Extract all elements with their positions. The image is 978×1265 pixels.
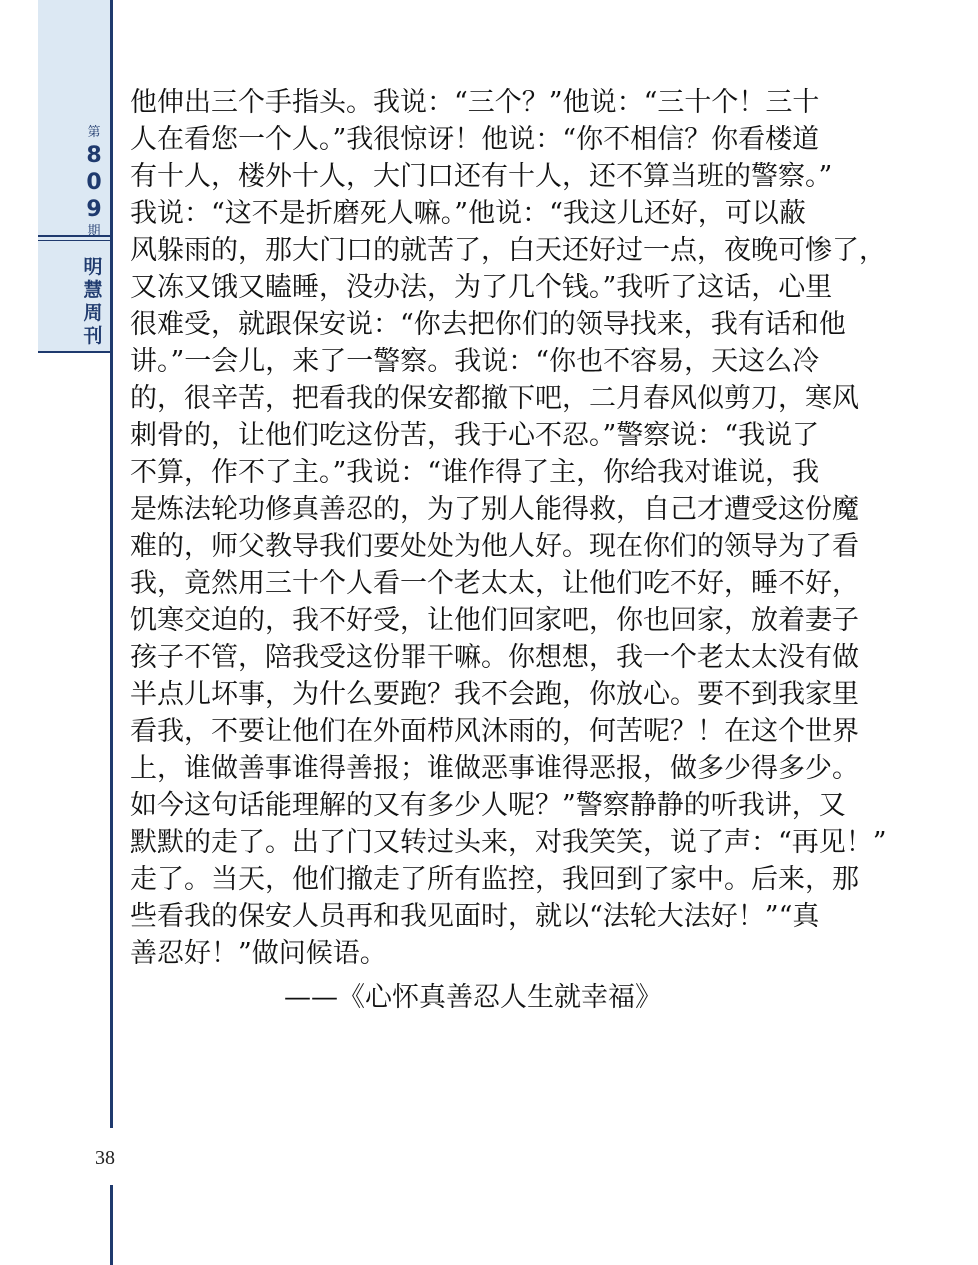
text-line: 善忍好！”做问候语。 [130, 938, 387, 969]
text-line: 人在看您一个人。”我很惊讶！他说：“你不相信？你看楼道 [130, 124, 820, 155]
text-line: 很难受，就跟保安说：“你去把你们的领导找来，我有话和他 [130, 309, 846, 340]
issue-number [80, 124, 108, 241]
text-line: 我，竟然用三十个人看一个老太太，让他们吃不好，睡不好， [130, 568, 859, 599]
text-line: 有十人，楼外十人，大门口还有十人，还不算当班的警察。” [130, 161, 833, 192]
magazine-char: 慧 [83, 279, 103, 301]
article-body [130, 84, 887, 972]
issue-digit: 8 [86, 143, 102, 168]
magazine-char: 周 [83, 302, 103, 324]
article-source: ——《心怀真善忍人生就幸福》 [284, 982, 662, 1013]
magazine-char: 明 [83, 256, 103, 278]
magazine-char: 刊 [83, 325, 103, 347]
text-line: 不算，作不了主。”我说：“谁作得了主，你给我对谁说，我 [130, 457, 820, 488]
text-line: 看我，不要让他们在外面栉风沐雨的，何苦呢？！在这个世界 [130, 716, 859, 747]
text-line: 是炼法轮功修真善忍的，为了别人能得救，自己才遭受这份魔 [130, 494, 859, 525]
text-line: 饥寒交迫的，我不好受，让他们回家吧，你也回家，放着妻子 [130, 605, 859, 636]
text-line: 我说：“这不是折磨死人嘛。”他说：“我这儿还好，可以蔽 [130, 198, 806, 229]
issue-digit: 9 [86, 197, 102, 222]
text-line: 走了。当天，他们撤走了所有监控，我回到了家中。后来，那 [130, 864, 859, 895]
text-line: 孩子不管，陪我受这份罪干嘛。你想想，我一个老太太没有做 [130, 642, 859, 673]
issue-suffix: 期 [87, 224, 101, 239]
text-line: 默默的走了。出了门又转过头来，对我笑笑，说了声：“再见！” [130, 827, 887, 858]
text-line: 如今这句话能理解的又有多少人呢？”警察静静的听我讲，又 [130, 790, 846, 821]
text-line: 刺骨的，让他们吃这份苦，我于心不忍。”警察说：“我说了 [130, 420, 820, 451]
text-line: 难的，师父教导我们要处处为他人好。现在你们的领导为了看 [130, 531, 859, 562]
text-line: 讲。”一会儿，来了一警察。我说：“你也不容易，天这么冷 [130, 346, 820, 377]
text-line: 半点儿坏事，为什么要跑？我不会跑，你放心。要不到我家里 [130, 679, 859, 710]
margin-rule [110, 0, 113, 1128]
text-line: 又冻又饿又瞌睡，没办法，为了几个钱。”我听了这话，心里 [130, 272, 833, 303]
text-line: 上，谁做善事谁得善报；谁做恶事谁得恶报，做多少得多少。 [130, 753, 859, 784]
magazine-name [78, 256, 108, 348]
text-line: 风躲雨的，那大门口的就苦了，白天还好过一点，夜晚可惨了， [130, 235, 886, 266]
margin-rule-bottom [110, 1185, 113, 1265]
text-line: 他伸出三个手指头。我说：“三个？”他说：“三十个！三十 [130, 87, 820, 118]
issue-digit: 0 [86, 170, 102, 195]
text-line: 的，很辛苦，把看我的保安都撤下吧，二月春风似剪刀，寒风 [130, 383, 859, 414]
issue-prefix: 第 [87, 125, 101, 140]
text-line: 些看我的保安人员再和我见面时，就以“法轮大法好！”“真 [130, 901, 820, 932]
page-number: 38 [95, 1147, 115, 1169]
tab-bottom-border [38, 351, 110, 353]
